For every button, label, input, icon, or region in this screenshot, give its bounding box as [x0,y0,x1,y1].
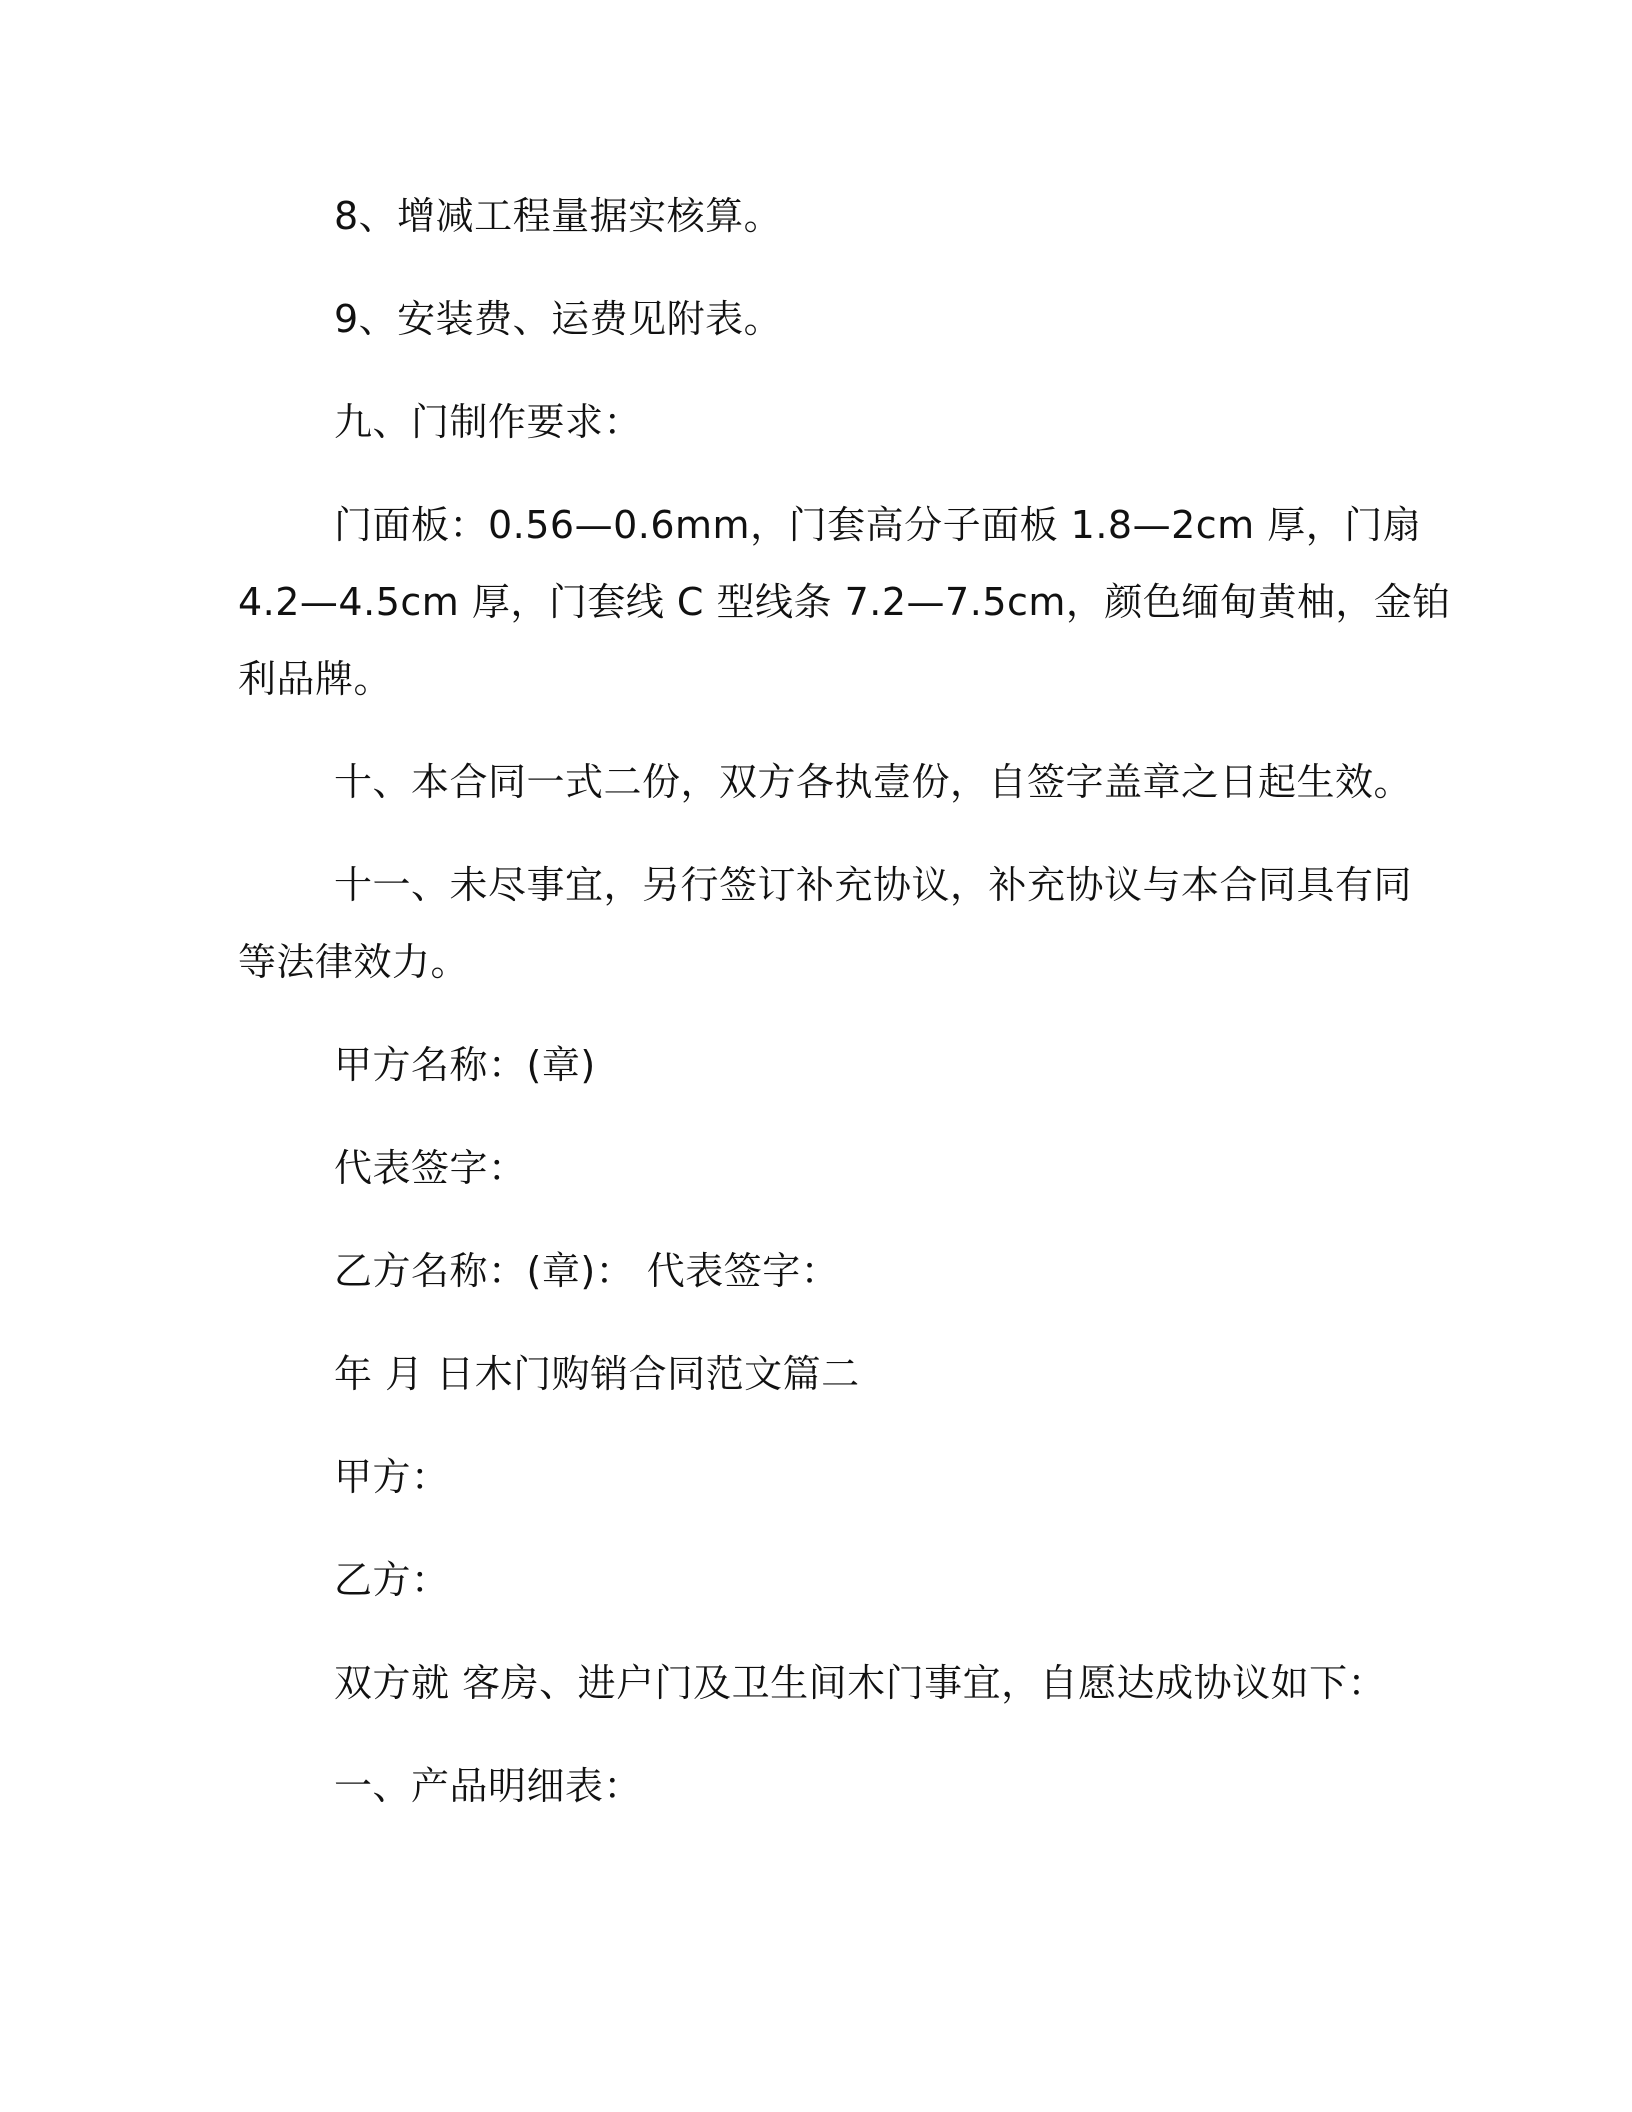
door-spec-line-3: 利品牌。 [238,657,393,701]
door-spec-line-1: 门面板：0.56—0.6mm，门套高分子面板 1.8—2cm 厚，门扇 [334,503,1422,547]
clause-11-line-1: 十一、未尽事宜，另行签订补充协议，补充协议与本合同具有同 [334,863,1413,907]
agreement-intro: 双方就 客房、进户门及卫生间木门事宜，自愿达成协议如下： [334,1661,1387,1705]
clause-11-line-2: 等法律效力。 [238,940,470,984]
section-heading-1: 一、产品明细表： [334,1764,643,1808]
clause-8: 8、增减工程量据实核算。 [334,194,783,238]
clause-11 [238,847,1413,1001]
party-b: 乙方： [334,1558,450,1602]
date-and-title: 年 月 日木门购销合同范文篇二 [334,1352,860,1396]
party-a-name: 甲方名称：(章) [334,1043,596,1087]
door-spec-line-2: 4.2—4.5cm 厚，门套线 C 型线条 7.2—7.5cm，颜色缅甸黄柚，金铂 [238,580,1451,624]
representative-signature: 代表签字： [334,1146,527,1190]
door-spec-paragraph [238,487,1451,718]
section-heading-9: 九、门制作要求： [334,400,643,444]
party-a: 甲方： [334,1455,450,1499]
clause-9: 9、安装费、运费见附表。 [334,297,783,341]
clause-10: 十、本合同一式二份，双方各执壹份，自签字盖章之日起生效。 [334,760,1413,804]
party-b-name: 乙方名称：(章)： 代表签字： [334,1249,840,1293]
